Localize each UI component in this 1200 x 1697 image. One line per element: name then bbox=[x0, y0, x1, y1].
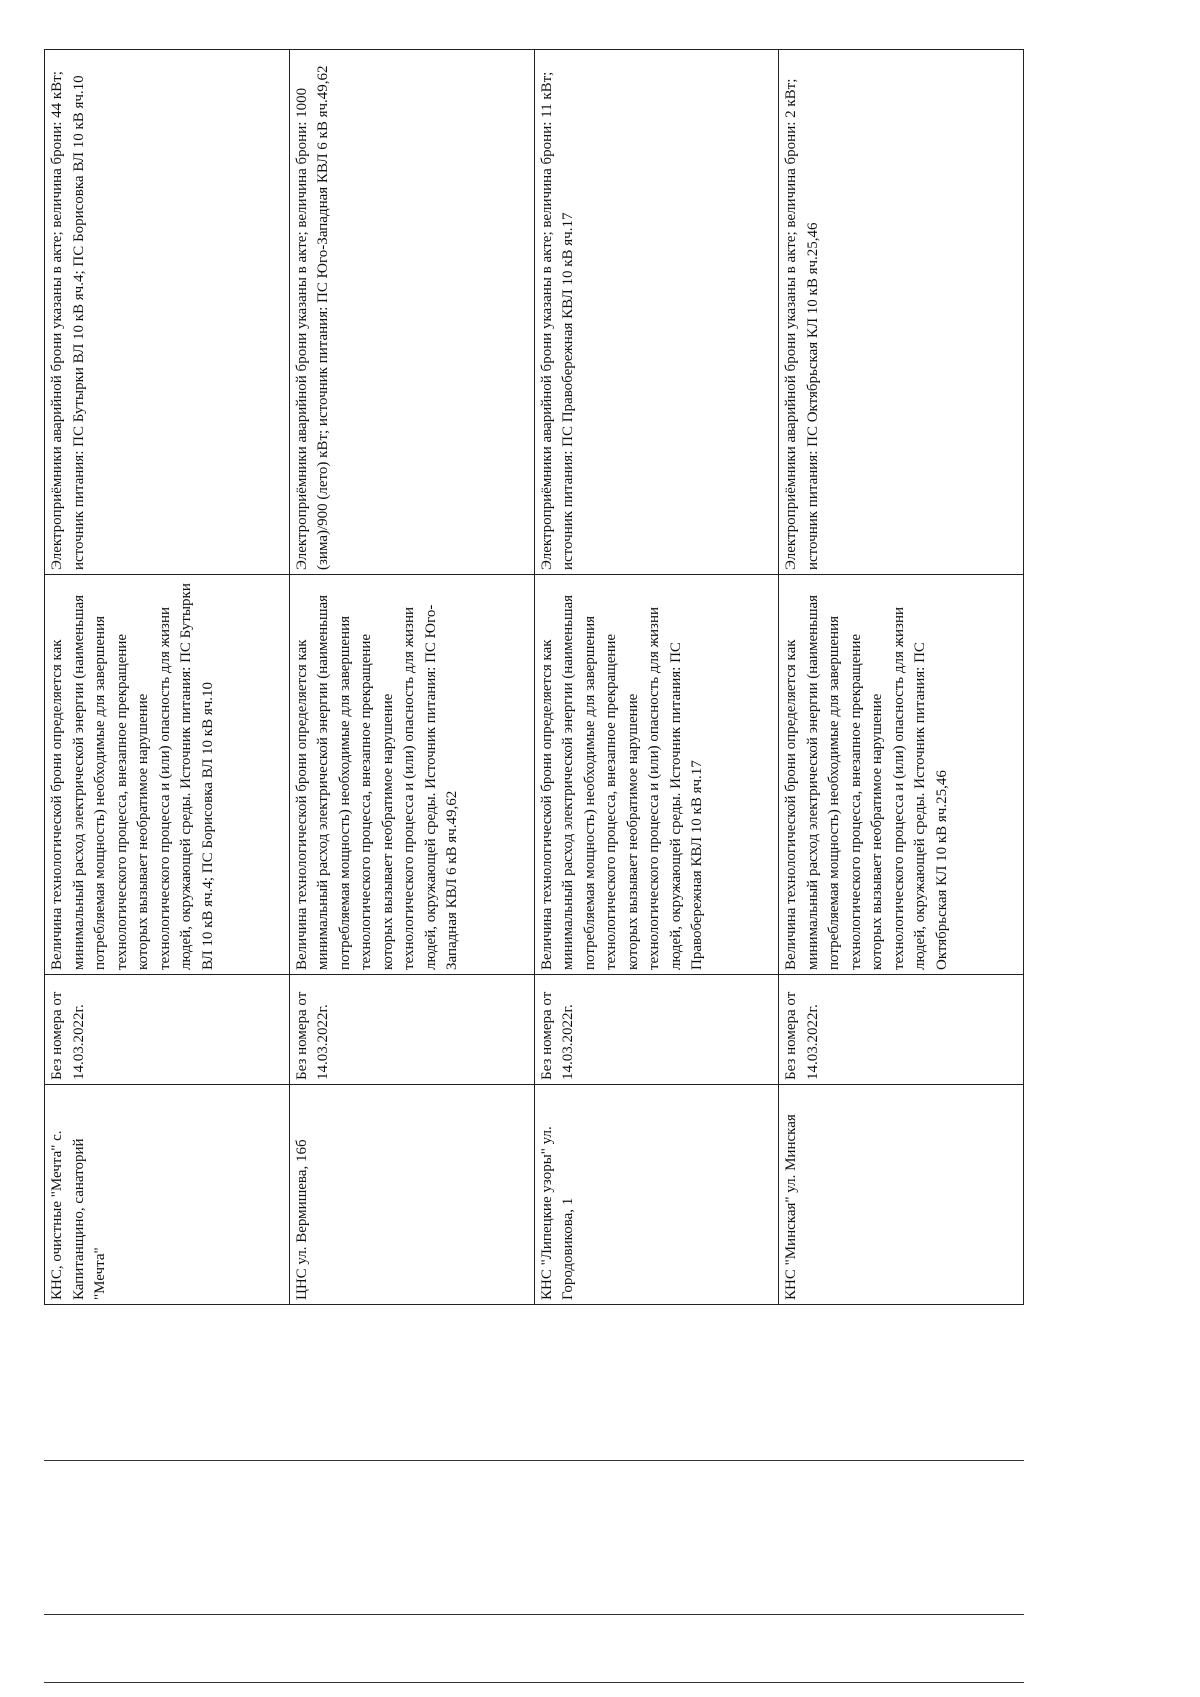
emergency-reserve-cell: Электроприёмники аварийной брони указаны в акте; величина брони: 1000 (зима)/900 (лето) кВт; источник питания: ПС Юго-Западная КВЛ 6 кВ яч.49,62 bbox=[289, 50, 534, 575]
object-cell: КНС, очистные "Мечта" с. Капитанщино, санаторий "Мечта" bbox=[45, 1085, 290, 1305]
signature-line bbox=[44, 1460, 1024, 1461]
signature-line bbox=[44, 1682, 1024, 1683]
emergency-reserve-cell: Электроприёмники аварийной брони указаны в акте; величина брони: 2 кВт; источник питания: ПС Октябрьская КЛ 10 кВ яч.25,46 bbox=[779, 50, 1024, 575]
table-row bbox=[779, 50, 1024, 1305]
signature-line bbox=[44, 1614, 1024, 1615]
table-row bbox=[534, 50, 779, 1305]
tech-reserve-cell: Величина технологической брони определяется как минимальный расход электрической энергии (наименьшая потребляемая мощность) необходимые для завершения технологического процесса, внезапное прекращение которых вызывает необратимое нарушение технологического процесса и (или) опасность для жизни людей, окружающей среды. Источник питания: ПС Правобережная КВЛ 10 кВ яч.17 bbox=[534, 575, 779, 975]
act-cell: Без номера от 14.03.2022г. bbox=[534, 975, 779, 1085]
emergency-reserve-cell: Электроприёмники аварийной брони указаны в акте; величина брони: 44 кВт; источник питания: ПС Бутырки ВЛ 10 кВ яч.4; ПС Борисовка ВЛ 10 кВ яч.10 bbox=[45, 50, 290, 575]
emergency-reserve-cell: Электроприёмники аварийной брони указаны в акте; величина брони: 11 кВт; источник питания: ПС Правобережная КВЛ 10 кВ яч.17 bbox=[534, 50, 779, 575]
tech-reserve-cell: Величина технологической брони определяется как минимальный расход электрической энергии (наименьшая потребляемая мощность) необходимые для завершения технологического процесса, внезапное прекращение которых вызывает необратимое нарушение технологического процесса и (или) опасность для жизни людей, окружающей среды. Источник питания: ПС Октябрьская КЛ 10 кВ яч.25,46 bbox=[779, 575, 1024, 975]
act-cell: Без номера от 14.03.2022г. bbox=[289, 975, 534, 1085]
tech-reserve-cell: Величина технологической брони определяется как минимальный расход электрической энергии (наименьшая потребляемая мощность) необходимые для завершения технологического процесса, внезапное прекращение которых вызывает необратимое нарушение технологического процесса и (или) опасность для жизни людей, окружающей среды. Источник питания: ПС Бутырки ВЛ 10 кВ яч.4; ПС Борисовка ВЛ 10 кВ яч.10 bbox=[45, 575, 290, 975]
table-row bbox=[289, 50, 534, 1305]
act-cell: Без номера от 14.03.2022г. bbox=[779, 975, 1024, 1085]
rotated-table-wrapper bbox=[44, 50, 1024, 1305]
object-cell: ЦНС ул. Вермишева, 16б bbox=[289, 1085, 534, 1305]
object-cell: КНС "Минская" ул. Минская bbox=[779, 1085, 1024, 1305]
table-row bbox=[45, 50, 290, 1305]
power-reserve-table bbox=[44, 49, 1024, 1305]
object-cell: КНС "Липецкие узоры" ул. Городовикова, 1 bbox=[534, 1085, 779, 1305]
tech-reserve-cell: Величина технологической брони определяется как минимальный расход электрической энергии (наименьшая потребляемая мощность) необходимые для завершения технологического процесса, внезапное прекращение которых вызывает необратимое нарушение технологического процесса и (или) опасность для жизни людей, окружающей среды. Источник питания: ПС Юго-Западная КВЛ 6 кВ яч.49,62 bbox=[289, 575, 534, 975]
act-cell: Без номера от 14.03.2022г. bbox=[45, 975, 290, 1085]
